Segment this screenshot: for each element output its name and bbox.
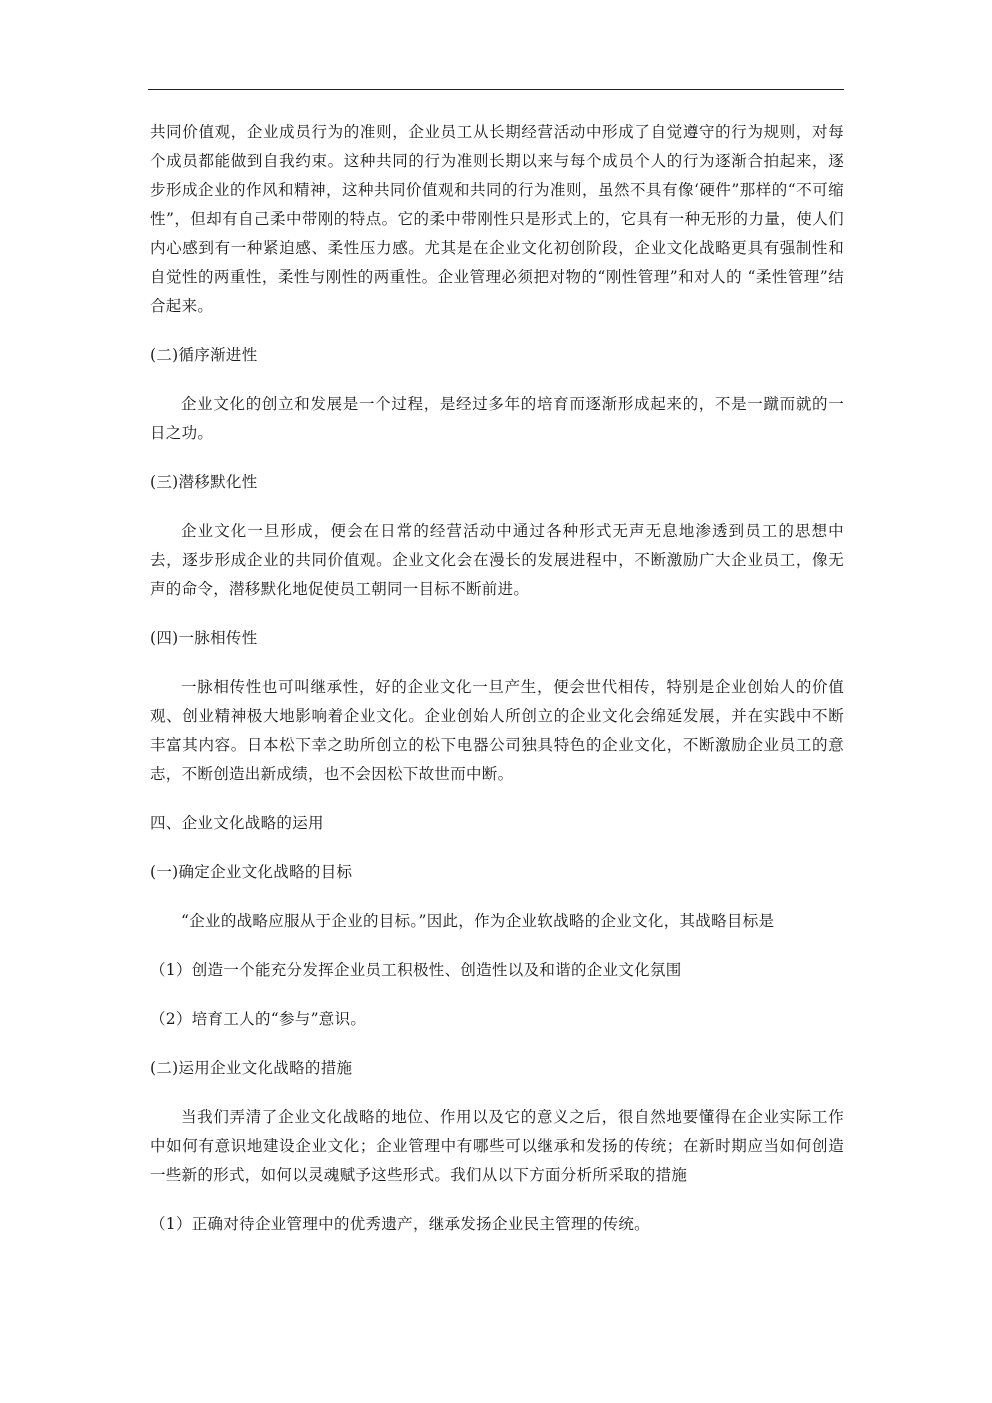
paragraph-strategy-goals: “企业的战略应服从于企业的目标。”因此，作为企业软战略的企业文化，其战略目标是 xyxy=(181,912,775,930)
heading-strategy-goals: (一)确定企业文化战略的目标 xyxy=(150,863,353,881)
list-item-measure-1: （1）正确对待企业管理中的优秀遗产，继承发扬企业民主管理的传统。 xyxy=(150,1215,650,1233)
header-rule xyxy=(148,89,844,90)
paragraph-gradual-progression: 企业文化的创立和发展是一个过程，是经过多年的培育而逐渐形成起来的，不是一蹴而就的一日之功。 xyxy=(150,395,844,442)
paragraph-subtle-influence: 企业文化一旦形成，便会在日常的经营活动中通过各种形式无声无息地渗透到员工的思想中去，逐步形成企业的共同价值观。企业文化会在漫长的发展进程中，不断激励广大企业员工，像无声的命令，潜移默化地促使员工朝同一目标不断前进。 xyxy=(150,522,844,598)
list-item-goal-2: （2）培育工人的“参与”意识。 xyxy=(150,1010,367,1028)
document-body xyxy=(150,118,844,1239)
paragraph-continuity: 一脉相传性也可叫继承性，好的企业文化一旦产生，便会世代相传，特别是企业创始人的价值观、创业精神极大地影响着企业文化。企业创始人所创立的企业文化会绵延发展，并在实践中不断丰富其内容。日本松下幸之助所创立的松下电器公司独具特色的企业文化，不断激励企业员工的意志，不断创造出新成绩，也不会因松下故世而中断。 xyxy=(150,678,844,783)
heading-gradual-progression: (二)循序渐进性 xyxy=(150,346,258,364)
section-heading-application: 四、企业文化战略的运用 xyxy=(150,814,324,832)
list-item-goal-1: （1）创造一个能充分发挥企业员工积极性、创造性以及和谐的企业文化氛围 xyxy=(150,961,682,979)
paragraph-shared-values: 共同价值观，企业成员行为的准则，企业员工从长期经营活动中形成了自觉遵守的行为规则，对每个成员都能做到自我约束。这种共同的行为准则长期以来与每个成员个人的行为逐渐合拍起来，逐步形成企业的作风和精神，这种共同价值观和共同的行为准则，虽然不具有像‘硬件”那样的“不可缩性”，但却有自己柔中带刚的特点。它的柔中带刚性只是形式上的，它具有一种无形的力量，使人们内心感到有一种紧迫感、柔性压力感。尤其是在企业文化初创阶段，企业文化战略更具有强制性和自觉性的两重性，柔性与刚性的两重性。企业管理必须把对物的“刚性管理”和对人的 “柔性管理”结合起来。 xyxy=(150,123,844,315)
heading-continuity: (四)一脉相传性 xyxy=(150,629,258,647)
paragraph-strategy-measures: 当我们弄清了企业文化战略的地位、作用以及它的意义之后，很自然地要懂得在企业实际工作中如何有意识地建设企业文化；企业管理中有哪些可以继承和发扬的传统；在新时期应当如何创造一些新的形式，如何以灵魂赋予这些形式。我们从以下方面分析所采取的措施 xyxy=(150,1108,844,1184)
heading-subtle-influence: (三)潜移默化性 xyxy=(150,473,258,491)
heading-strategy-measures: (二)运用企业文化战略的措施 xyxy=(150,1059,353,1077)
